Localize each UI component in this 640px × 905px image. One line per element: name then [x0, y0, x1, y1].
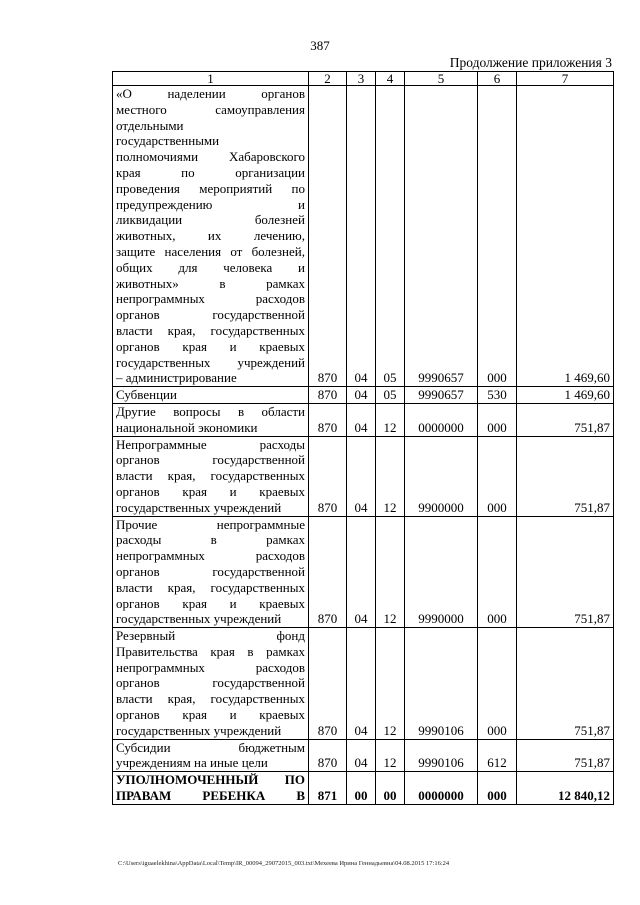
description-line: непрограммных расходов	[116, 659, 305, 675]
row-description	[113, 772, 309, 805]
description-line: отдельными	[116, 117, 184, 133]
table-row	[113, 86, 614, 387]
target-article-code: 9990106	[405, 628, 478, 740]
expense-type-code: 000	[478, 403, 517, 436]
ministry-code: 870	[309, 516, 347, 628]
description-line: расходы в рамках	[116, 532, 305, 548]
amount: 1 469,60	[517, 387, 614, 404]
row-description	[113, 387, 309, 404]
description-line: Резервный фонд	[116, 628, 305, 644]
description-line: Субсидии бюджетным	[116, 739, 305, 755]
subsection-code: 12	[376, 516, 405, 628]
target-article-code: 9990000	[405, 516, 478, 628]
budget-table	[112, 71, 614, 805]
description-line: проведения мероприятий по	[116, 180, 305, 196]
section-code: 04	[347, 86, 376, 387]
page-number: 387	[310, 38, 330, 53]
amount: 751,87	[517, 516, 614, 628]
description-line: предупреждению и	[116, 196, 305, 212]
table-row	[113, 436, 614, 516]
expense-type-code: 000	[478, 86, 517, 387]
description-line: учреждениям на иные цели	[116, 755, 268, 771]
description-line: непрограммных расходов	[116, 291, 305, 307]
header-cell-2: 2	[309, 72, 347, 86]
expense-type-code: 000	[478, 772, 517, 805]
section-code: 04	[347, 436, 376, 516]
row-description	[113, 516, 309, 628]
section-code: 04	[347, 403, 376, 436]
description-line: животных» в рамках	[116, 275, 305, 291]
description-line: Прочие непрограммные	[116, 516, 305, 532]
header-cell-5: 5	[405, 72, 478, 86]
description-line: власти края, государственных	[116, 691, 305, 707]
expense-type-code: 530	[478, 387, 517, 404]
ministry-code: 870	[309, 387, 347, 404]
ministry-code: 871	[309, 772, 347, 805]
header-cell-4: 4	[376, 72, 405, 86]
description-line: государственных учреждений	[116, 611, 282, 627]
table-row	[113, 387, 614, 404]
description-line: органов государственной	[116, 563, 305, 579]
description-line: животных, их лечению,	[116, 228, 305, 244]
table-row	[113, 403, 614, 436]
header-cell-3: 3	[347, 72, 376, 86]
table-row	[113, 628, 614, 740]
subsection-code: 05	[376, 387, 405, 404]
description-line: Другие вопросы в области	[116, 403, 305, 419]
description-line: органов государственной	[116, 452, 305, 468]
target-article-code: 9900000	[405, 436, 478, 516]
expense-type-code: 612	[478, 739, 517, 772]
description-line: государственных учреждений	[116, 354, 305, 370]
header-cell-7: 7	[517, 72, 614, 86]
section-code: 04	[347, 739, 376, 772]
description-line: власти края, государственных	[116, 322, 305, 338]
description-line: – администрирование	[116, 370, 237, 386]
description-line: ПРАВАМ РЕБЕНКА В	[116, 788, 305, 804]
description-line: государственными	[116, 133, 220, 149]
amount: 751,87	[517, 403, 614, 436]
expense-type-code: 000	[478, 516, 517, 628]
continuation-note: Продолжение приложения 3	[449, 55, 612, 70]
amount: 751,87	[517, 436, 614, 516]
description-line: государственных учреждений	[116, 722, 282, 738]
ministry-code: 870	[309, 739, 347, 772]
description-line: защите населения от болезней,	[116, 243, 305, 259]
description-line: УПОЛНОМОЧЕННЫЙ ПО	[116, 772, 305, 788]
ministry-code: 870	[309, 403, 347, 436]
description-line: Правительства края в рамках	[116, 643, 305, 659]
description-line: полномочиями Хабаровского	[116, 149, 305, 165]
description-line: национальной экономики	[116, 419, 258, 435]
row-description	[113, 403, 309, 436]
description-line: власти края, государственных	[116, 468, 305, 484]
description-line: местного самоуправления	[116, 101, 305, 117]
target-article-code: 9990657	[405, 86, 478, 387]
row-description	[113, 739, 309, 772]
ministry-code: 870	[309, 86, 347, 387]
ministry-code: 870	[309, 628, 347, 740]
description-line: органов края и краевых	[116, 338, 305, 354]
amount: 12 840,12	[517, 772, 614, 805]
expense-type-code: 000	[478, 436, 517, 516]
subsection-code: 12	[376, 628, 405, 740]
subsection-code: 12	[376, 739, 405, 772]
description-line: органов государственной	[116, 307, 305, 323]
description-line: «О наделении органов	[116, 86, 305, 101]
row-description	[113, 436, 309, 516]
row-description	[113, 86, 309, 387]
target-article-code: 9990657	[405, 387, 478, 404]
section-code: 04	[347, 387, 376, 404]
amount: 751,87	[517, 739, 614, 772]
subsection-code: 12	[376, 403, 405, 436]
subsection-code: 12	[376, 436, 405, 516]
header-cell-1: 1	[113, 72, 309, 86]
description-line: Непрограммные расходы	[116, 436, 305, 452]
description-line: непрограммных расходов	[116, 548, 305, 564]
target-article-code: 0000000	[405, 403, 478, 436]
description-line: органов края и краевых	[116, 707, 305, 723]
table-header-row	[113, 72, 614, 86]
target-article-code: 9990106	[405, 739, 478, 772]
budget-table-body	[113, 72, 614, 805]
target-article-code: 0000000	[405, 772, 478, 805]
subsection-code: 00	[376, 772, 405, 805]
expense-type-code: 000	[478, 628, 517, 740]
description-line: органов края и краевых	[116, 595, 305, 611]
table-row	[113, 772, 614, 805]
description-line: органов государственной	[116, 675, 305, 691]
section-code: 04	[347, 628, 376, 740]
amount: 751,87	[517, 628, 614, 740]
row-description	[113, 628, 309, 740]
description-line: органов края и краевых	[116, 483, 305, 499]
file-path-footer: C:\Users\iguaelekhina\AppData\Local\Temp\IR_00094_29072015_003.txt\Мехеева Ирина Геннадьевна\04.08.2015 17:16:24	[118, 860, 450, 867]
description-line: ликвидации болезней	[116, 212, 305, 228]
description-line: Субвенции	[116, 387, 177, 403]
description-line: общих для человека и	[116, 259, 305, 275]
table-row	[113, 516, 614, 628]
ministry-code: 870	[309, 436, 347, 516]
description-line: края по организации	[116, 164, 305, 180]
header-cell-6: 6	[478, 72, 517, 86]
amount: 1 469,60	[517, 86, 614, 387]
description-line: власти края, государственных	[116, 579, 305, 595]
description-line: государственных учреждений	[116, 499, 282, 515]
subsection-code: 05	[376, 86, 405, 387]
table-row	[113, 739, 614, 772]
section-code: 00	[347, 772, 376, 805]
section-code: 04	[347, 516, 376, 628]
